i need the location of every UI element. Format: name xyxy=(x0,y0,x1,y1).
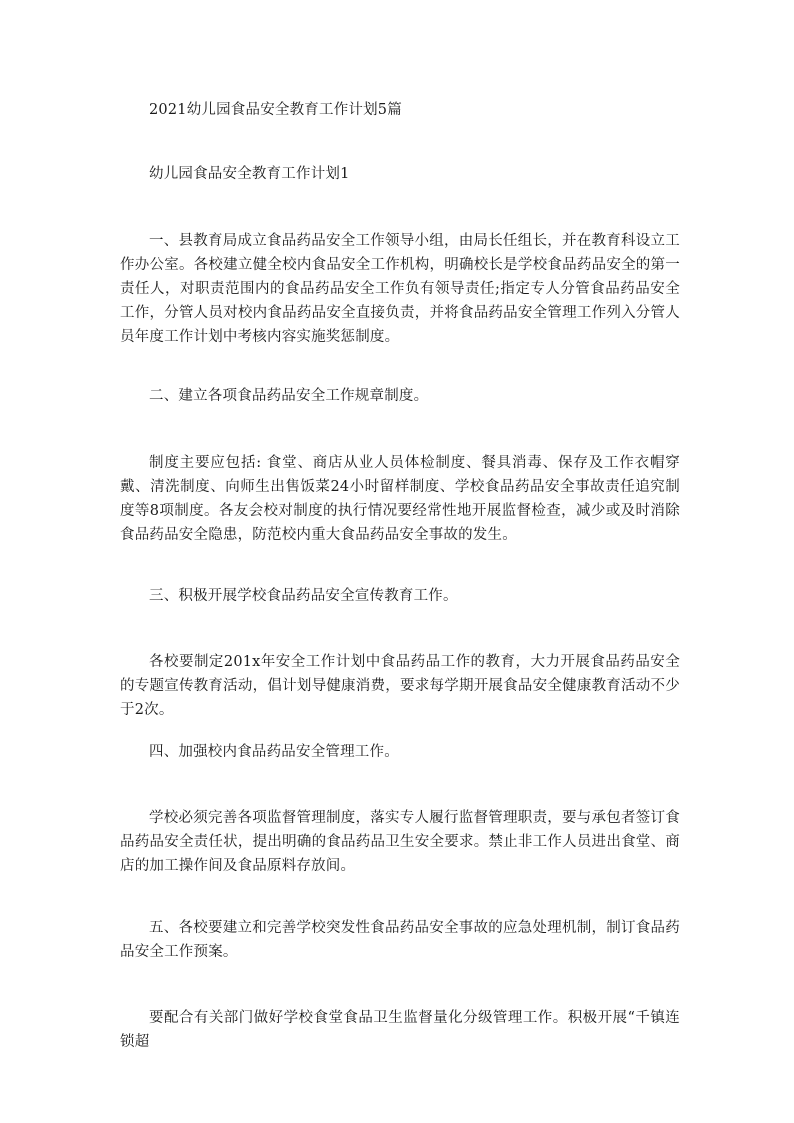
paragraph-5: 五、各校要建立和完善学校突发性食品药品安全事故的应急处理机制，制订食品药品安全工作预案。 xyxy=(120,920,680,960)
paragraph-4: 学校必须完善各项监督管理制度，落实专人履行监督管理职责，要与承包者签订食品药品安全责任状，提出明确的食品药品卫生安全要求。禁止非工作人员进出食堂、商店的加工操作间及食品原料存放间。 xyxy=(120,810,680,874)
heading-2: 二、建立各项食品药品安全工作规章制度。 xyxy=(149,388,429,404)
heading-3: 三、积极开展学校食品药品安全宣传教育工作。 xyxy=(149,588,458,604)
paragraph-3: 各校要制定201x年安全工作计划中食品药品工作的教育，大力开展食品药品安全的专题宣传教育活动，倡计划导健康消费，要求每学期开展食品安全健康教育活动不少于2次。 xyxy=(120,654,680,718)
paragraph-2: 制度主要应包括: 食堂、商店从业人员体检制度、餐具消毒、保存及工作衣帽穿戴、清洗制度、向师生出售饭菜24小时留样制度、学校食品药品安全事故责任追究制度等8项制度。各友会校对制度的执行情况要经常性地开展监督检查，减少或及时消除食品药品安全隐患，防范校内重大食品药品安全事故的发生。 xyxy=(120,455,680,543)
heading-4: 四、加强校内食品药品安全管理工作。 xyxy=(149,744,399,760)
document-title: 2021幼儿园食品安全教育工作计划5篇 xyxy=(149,102,402,118)
section-heading: 幼儿园食品安全教育工作计划1 xyxy=(149,166,350,182)
paragraph-6: 要配合有关部门做好学校食堂食品卫生监督量化分级管理工作。积极开展“千镇连锁超 xyxy=(120,1010,680,1050)
paragraph-1: 一、县教育局成立食品药品安全工作领导小组，由局长任组长，并在教育科设立工作办公室。各校建立健全校内食品安全工作机构，明确校长是学校食品药品安全的第一责任人，对职责范围内的食品药品安全工作负有领导责任;指定专人分管食品药品安全工作，分管人员对校内食品药品安全直接负责，并将食品药品安全管理工作列入分管人员年度工作计划中考核内容实施奖惩制度。 xyxy=(120,233,680,345)
